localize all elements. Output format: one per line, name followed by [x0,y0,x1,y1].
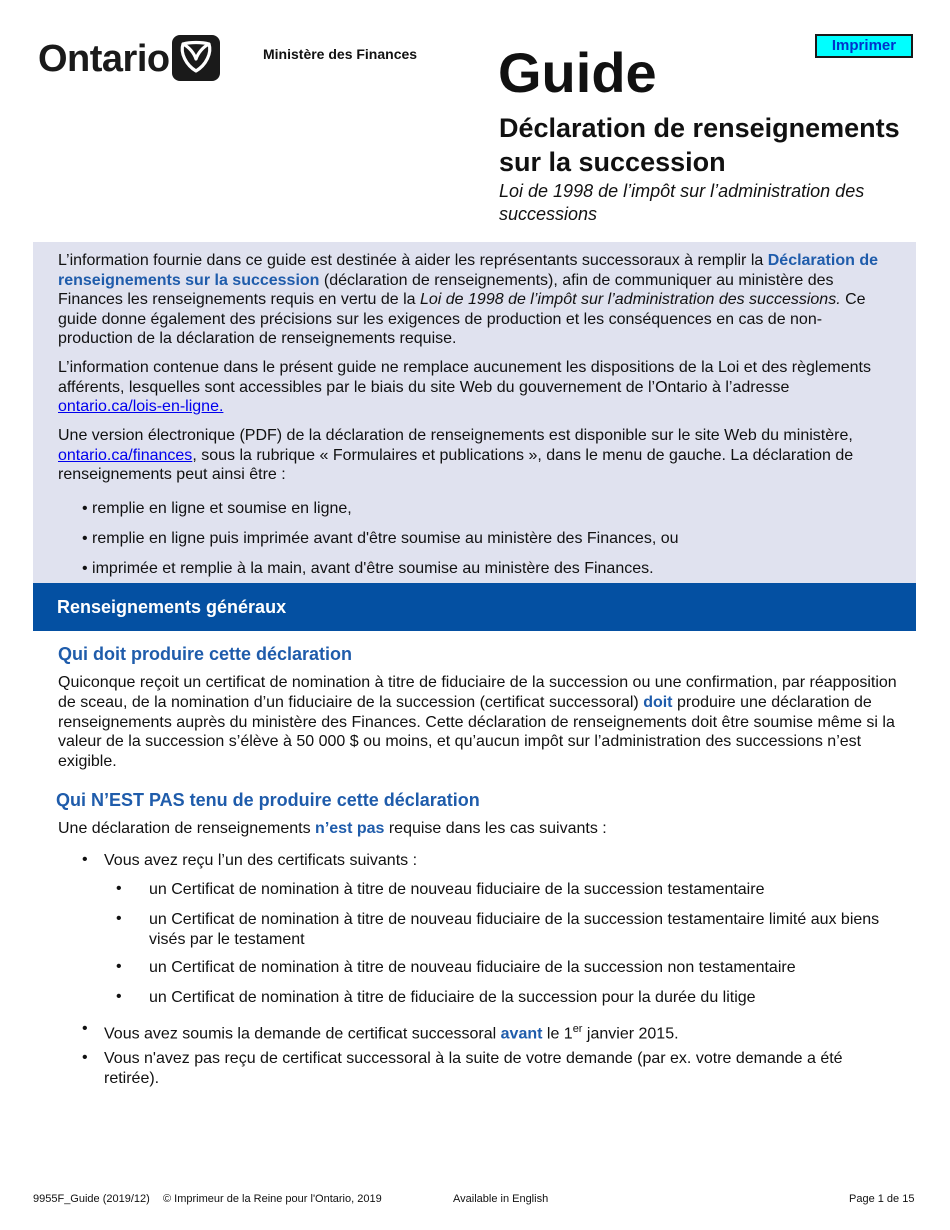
section-banner-title: Renseignements généraux [57,597,287,617]
who-must-file-text: Quiconque reçoit un certificat de nomination à titre de fiduciaire de la succession ou une confirmation, par réapposition de sceau, de la nomination d’un fiduciaire de la succession (certificat successoral) doit produire une déclaration de renseignements auprès du ministère des Finances. Cette déclaration de renseignements doit être soumise même si la valeur de la succession s’élève à 50 000 $ ou moins, et qu’aucun impôt sur l’administration des successions n’est exigible. [58,674,897,771]
list-item: Vous avez reçu l’un des certificats suivants : [104,852,418,869]
list-item: Vous n'avez pas reçu de certificat successoral à la suite de votre demande (par ex. votre demande a été retirée). [104,1050,843,1087]
heading-who-not-required: Qui N’EST PAS tenu de produire cette déclaration [56,790,480,810]
ministry-name: Ministère des Finances [263,46,418,62]
english-version-note: Available in English [453,1193,549,1205]
finances-link[interactable]: ontario.ca/finances [58,446,193,464]
sub-list-item: un Certificat de nomination à titre de nouveau fiduciaire de la succession testamentaire limité aux biens visés par le testament [149,911,880,948]
list-bullet: • [116,910,122,927]
list-item: Vous avez soumis la demande de certificat successoral avant le 1er janvier 2015. [104,1023,679,1043]
sub-list-item: un Certificat de nomination à titre de nouveau fiduciaire de la succession non testamentaire [149,959,796,976]
intro-bullet: • remplie en ligne puis imprimée avant d'être soumise au ministère des Finances, ou [82,530,679,547]
ontario-logo-text: Ontario [38,38,170,80]
page-number: Page 1 de 15 [849,1193,915,1205]
list-bullet: • [82,851,88,868]
print-button[interactable]: Imprimer [815,34,913,58]
copyright: © Imprimeur de la Reine pour l'Ontario, 2019 [163,1193,382,1205]
intro-paragraph-1: L’information fournie dans ce guide est destinée à aider les représentants successoraux à remplir la Déclaration de renseignements sur la succession (déclaration de renseignements), afin de communiquer au ministère des Finances les renseignements requis en vertu de la Loi de 1998 de l’impôt sur l’administration des successions. Ce guide donne également des précisions sur les exigences de production et les conséquences en cas de non-production de la déclaration de renseignements requise. [58,252,878,347]
list-bullet: • [82,1049,88,1066]
list-bullet: • [116,958,122,975]
heading-who-must-file: Qui doit produire cette déclaration [58,644,353,664]
intro-paragraph-3: Une version électronique (PDF) de la déclaration de renseignements est disponible sur le site Web du ministère, ontario.ca/finances, sous la rubrique « Formulaires et publications », dans le menu de gauche. La déclaration de renseignements peut ainsi être : [58,427,854,483]
sub-list-item: un Certificat de nomination à titre de fiduciaire de la succession pour la durée du litige [149,989,756,1006]
intro-bullet: • remplie en ligne et soumise en ligne, [82,500,352,517]
document-title: Déclaration de renseignements sur la succession [499,113,900,177]
not-required-intro: Une déclaration de renseignements n’est pas requise dans les cas suivants : [58,820,607,837]
lois-en-ligne-link[interactable]: ontario.ca/lois-en-ligne. [58,398,224,415]
intro-paragraph-2: L’information contenue dans le présent guide ne remplace aucunement les dispositions de la Loi et des règlements afférents, lesquelles sont accessibles par le biais du site Web du gouvernement de l’Ontario à l’adresse ontario.ca/lois-en-ligne. [58,359,871,415]
intro-bullet: • imprimée et remplie à la main, avant d'être soumise au ministère des Finances. [82,560,654,577]
list-bullet: • [116,988,122,1005]
sub-list-item: un Certificat de nomination à titre de nouveau fiduciaire de la succession testamentaire [149,881,765,898]
document-law: Loi de 1998 de l’impôt sur l’administration des successions [499,181,865,224]
list-bullet: • [82,1020,88,1037]
form-code: 9955F_Guide (2019/12) [33,1193,150,1205]
list-bullet: • [116,880,122,897]
trillium-logo-icon [172,35,220,81]
document-type: Guide [498,41,657,104]
